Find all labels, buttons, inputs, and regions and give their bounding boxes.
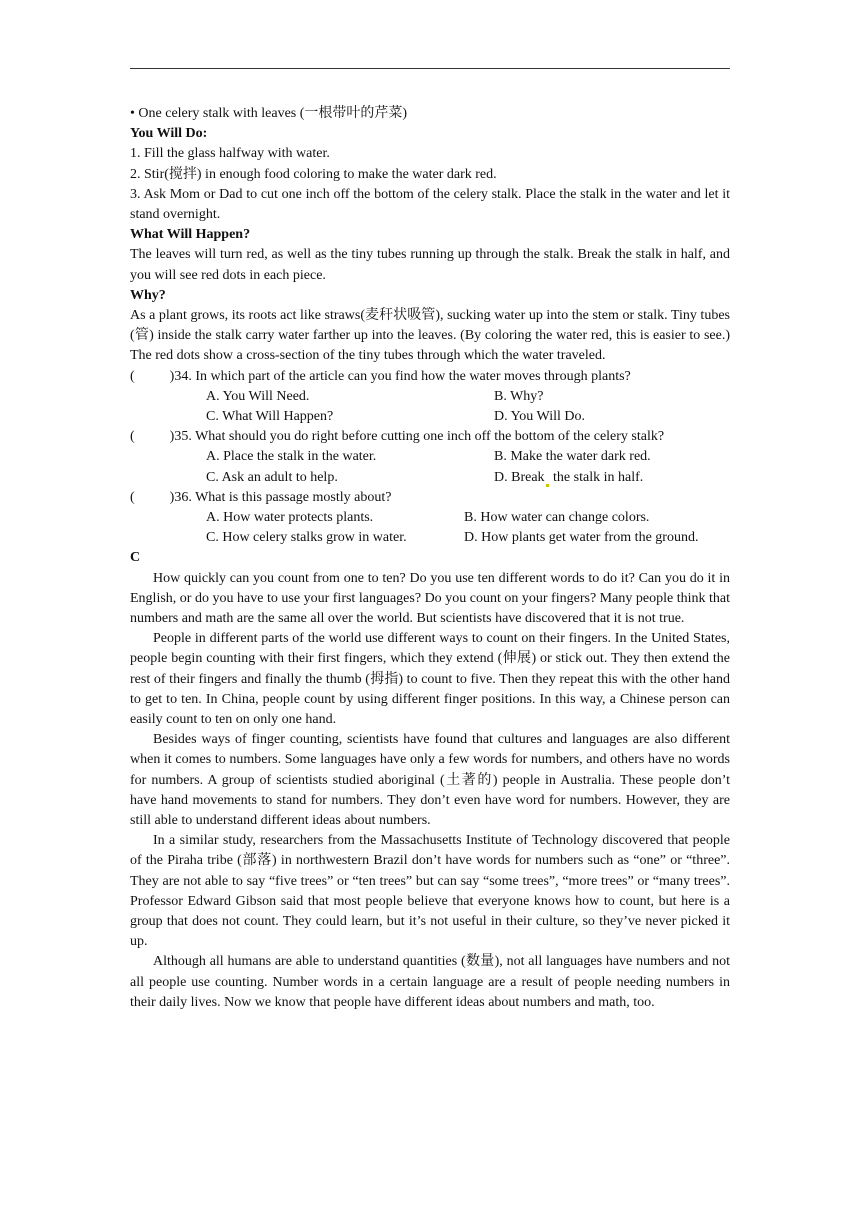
question-34-stem: ( )34. In which part of the article can you find how the water moves through plants? <box>130 368 631 384</box>
header-rule <box>130 68 730 69</box>
question-35-option-c: C. Ask an adult to help. <box>206 469 338 485</box>
section-c-paragraph-2: People in different parts of the world use different ways to count on their fingers. In the United States, people begin counting with their first fingers, which they extend (伸展) or stick out. They then extend the rest of their fingers and finally the thumb (拇指) to count to five. Then they repeat this with the other hand to get to ten. In China, people count by using different finger positions. In this way, a Chinese person can easily count to ten on only one hand. <box>130 631 730 727</box>
question-34-option-d: D. You Will Do. <box>494 409 585 425</box>
question-36-options-row-1 <box>130 508 730 528</box>
question-35-stem: ( )35. What should you do right before cutting one inch off the bottom of the celery stalk? <box>130 429 665 445</box>
materials-item: • One celery stalk with leaves (一根带叶的芹菜) <box>130 106 408 121</box>
question-34-option-c: C. What Will Happen? <box>206 409 334 425</box>
step-2: 2. Stir(搅拌) in enough food coloring to make the water dark red. <box>130 166 497 182</box>
what-will-happen-text: The leaves will turn red, as well as the tiny tubes running up through the stalk. Break the stalk in half, and you will see red dots in each piece. <box>130 247 730 283</box>
step-3: 3. Ask Mom or Dad to cut one inch off the bottom of the celery stalk. Place the stalk in the water and let it stand overnight. <box>130 186 730 223</box>
step-1: 1. Fill the glass halfway with water. <box>130 146 330 162</box>
section-c-paragraph-3: Besides ways of finger counting, scientists have found that cultures and languages are also different when it comes to numbers. Some languages have only a few words for numbers, and others have no words for numbers. A group of scientists studied aboriginal (土著的) people in Australia. These people don’t have hand movements to stand for numbers. They don’t even have word for numbers. However, they are still able to understand different ideas about numbers. <box>130 732 730 829</box>
section-c-paragraph-5: Although all humans are able to understand quantities (数量), not all languages have numbers and not all people use counting. Number words in a certain language are a result of people needing numbers in their daily lives. Now we know that people have different ideas about numbers and math, too. <box>130 954 730 1010</box>
question-34-options-row-1 <box>130 387 730 407</box>
why-text: As a plant grows, its roots act like straws(麦秆状吸管), sucking water up into the stem or stalk. Tiny tubes (管) inside the stalk carry water farther up into the leaves. (By coloring the water red, this is easier to see.) The red dots show a cross-section of the tiny tubes through which the water traveled. <box>130 308 730 364</box>
why-heading: Why? <box>130 287 166 303</box>
question-36-option-c: C. How celery stalks grow in water. <box>206 530 407 546</box>
section-c-paragraph-4: In a similar study, researchers from the Massachusetts Institute of Technology discovered that people of the Piraha tribe (部落) in northwestern Brazil don’t have words for numbers such as “one” or “three”. They are not able to say “five trees” or “ten trees” but can say “some trees”, “more trees” or “many trees”. Professor Edward Gibson said that most people believe that everyone knows how to count, but here is a group that does not count. They could learn, but it’s not useful in their culture, so they’ve never picked it up. <box>130 833 730 950</box>
question-36-option-b: B. How water can change colors. <box>464 510 650 525</box>
question-34-option-a: A. You Will Need. <box>206 388 310 404</box>
section-c-paragraph-1: How quickly can you count from one to ten? Do you use ten different words to do it? Can you do it in English, or do you have to use your first languages? Do you count on your fingers? Many people think that numbers and math are the same all over the world. But scientists have discovered that it is not true. <box>130 570 730 626</box>
question-36-option-d: D. How plants get water from the ground. <box>464 530 699 546</box>
question-34-option-b: B. Why? <box>494 388 544 404</box>
marker-dot <box>546 484 549 487</box>
question-35-option-d-part-2: the stalk in half. <box>549 469 644 485</box>
question-35-options-row-1 <box>130 447 730 467</box>
question-35-option-d-part-1: D. Break <box>494 469 545 485</box>
question-36-stem: ( )36. What is this passage mostly about? <box>130 489 392 505</box>
document-body <box>130 104 730 1013</box>
question-36-options-row-2 <box>130 528 730 548</box>
question-35-option-a: A. Place the stalk in the water. <box>206 449 377 465</box>
what-will-happen-heading: What Will Happen? <box>130 227 251 243</box>
question-35-option-d <box>494 468 643 488</box>
question-34-options-row-2 <box>130 407 730 427</box>
question-35-options-row-2 <box>130 468 730 488</box>
section-c-title: C <box>130 550 141 566</box>
you-will-do-heading: You Will Do: <box>130 126 208 142</box>
question-35-option-b: B. Make the water dark red. <box>494 449 651 465</box>
question-36-option-a: A. How water protects plants. <box>206 510 374 525</box>
